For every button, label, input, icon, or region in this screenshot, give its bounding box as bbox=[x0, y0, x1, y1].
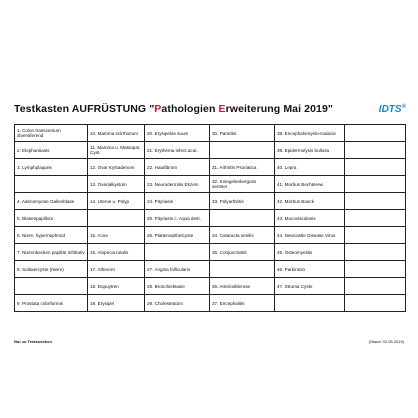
table-cell bbox=[345, 193, 406, 210]
table-cell: 19. Erysipel bbox=[88, 295, 145, 312]
table-cell: 3. Lymphplaques bbox=[15, 159, 88, 176]
table-cell: 14. Uterus u. Polyp bbox=[88, 193, 145, 210]
table-cell bbox=[15, 176, 88, 193]
table-cell: 21. Erythema infect.acut. bbox=[145, 142, 210, 159]
table-cell bbox=[88, 210, 145, 227]
table-cell bbox=[345, 125, 406, 142]
table-cell bbox=[345, 261, 406, 278]
table-cell: 36. Arteriosklerose bbox=[210, 278, 275, 295]
table-cell: 2. Elephantiasis bbox=[15, 142, 88, 159]
table-cell: 16. Alopecia totalis bbox=[88, 244, 145, 261]
table-cell bbox=[345, 244, 406, 261]
table-row bbox=[15, 295, 406, 312]
table-row bbox=[15, 193, 406, 210]
table-cell bbox=[210, 142, 275, 159]
idts-logo: IDTS® bbox=[378, 104, 406, 115]
table-cell bbox=[345, 176, 406, 193]
table-row bbox=[15, 142, 406, 159]
table-cell: 29. Cholesteatom bbox=[145, 295, 210, 312]
table-row bbox=[15, 261, 406, 278]
table-cell bbox=[345, 210, 406, 227]
table-cell: 9. Prostata cribriformis bbox=[15, 295, 88, 312]
table-cell: 30. Parotitis bbox=[210, 125, 275, 142]
table-cell: 28. Bronchiektasie bbox=[145, 278, 210, 295]
table-row bbox=[15, 125, 406, 142]
table-cell: 34. Cataracta senilis bbox=[210, 227, 275, 244]
table-cell: 23. Neurodermitis Ekzem bbox=[145, 176, 210, 193]
table-cell: 35. Conjunctivitis bbox=[210, 244, 275, 261]
table-cell: 41. Morbus Bechterew bbox=[275, 176, 345, 193]
table-cell: 32. Kniegelenkerguss seröser bbox=[210, 176, 275, 193]
table-cell: 10. Mamma scirrhosum bbox=[88, 125, 145, 142]
document-header bbox=[14, 103, 406, 121]
table-cell: 43. Mucoviscidosis bbox=[275, 210, 345, 227]
table-cell bbox=[345, 227, 406, 244]
table-row bbox=[15, 210, 406, 227]
table-cell bbox=[210, 210, 275, 227]
table-cell: 45. Osteomyelitis bbox=[275, 244, 345, 261]
table-cell: 26. Plattenepithelcyste bbox=[145, 227, 210, 244]
table-cell: 42. Morbus Boeck bbox=[275, 193, 345, 210]
table-cell: 5. Blasenpapillom bbox=[15, 210, 88, 227]
table-cell: 24. Pityriasis bbox=[145, 193, 210, 210]
table-cell: 7. Nierenbecken papillär infiltrativ bbox=[15, 244, 88, 261]
table-cell: 40. Lepra bbox=[275, 159, 345, 176]
table-cell: 22. Hautfibrom bbox=[145, 159, 210, 176]
table-cell: 1. Colon transversum diversiferend bbox=[15, 125, 88, 142]
table-cell bbox=[275, 295, 345, 312]
table-cell: 11. Mamma u. Mastopat. Cyst. bbox=[88, 142, 145, 159]
table-row bbox=[15, 159, 406, 176]
table-cell: 13. Ovarialkystom bbox=[88, 176, 145, 193]
table-row bbox=[15, 244, 406, 261]
table-cell: 15. Acne bbox=[88, 227, 145, 244]
table-cell: 4. Adenomyose Gallenblase bbox=[15, 193, 88, 210]
table-cell bbox=[345, 295, 406, 312]
footer-date: (Stand: 02.05.2019) bbox=[368, 339, 404, 344]
table-cell: 31. Arthritis Psoriatica bbox=[210, 159, 275, 176]
table-cell: 18. Dupuytren bbox=[88, 278, 145, 295]
table-cell bbox=[15, 278, 88, 295]
table-cell: 8. Solitaercyste (Niere) bbox=[15, 261, 88, 278]
table-cell bbox=[345, 142, 406, 159]
table-cell: 46. Parkinson bbox=[275, 261, 345, 278]
pathology-table bbox=[14, 124, 406, 312]
table-cell: 47. Struma Cyste bbox=[275, 278, 345, 295]
table-cell: 17. Atherom bbox=[88, 261, 145, 278]
table-cell: 20. Erysipelas suum bbox=[145, 125, 210, 142]
table-body bbox=[15, 125, 406, 312]
table-cell: 12. Ovar Kystadenom bbox=[88, 159, 145, 176]
table-cell bbox=[345, 159, 406, 176]
table-row bbox=[15, 278, 406, 295]
table-cell bbox=[145, 244, 210, 261]
table-cell: 27. Angina follicularis bbox=[145, 261, 210, 278]
footer-note: Nur zu Testzwecken bbox=[14, 339, 52, 344]
table-cell bbox=[345, 278, 406, 295]
table-cell bbox=[210, 261, 275, 278]
table-row bbox=[15, 176, 406, 193]
table-cell: 25. Pityriasis c. Aqua dest. bbox=[145, 210, 210, 227]
table-cell: 37. Encephalitis bbox=[210, 295, 275, 312]
table-row bbox=[15, 227, 406, 244]
document-title: Testkasten AUFRÜSTUNG "Pathologien Erweiterung Mai 2019" bbox=[14, 103, 333, 115]
table-cell: 6. Niere, hypernephroid bbox=[15, 227, 88, 244]
table-cell: 38. Encephalomyelo-malacie bbox=[275, 125, 345, 142]
table-cell: 44. Newcastle Disease Virus bbox=[275, 227, 345, 244]
table-cell: 33. Polyarthritis bbox=[210, 193, 275, 210]
table-cell: 39. Epidermolysis bullosa bbox=[275, 142, 345, 159]
